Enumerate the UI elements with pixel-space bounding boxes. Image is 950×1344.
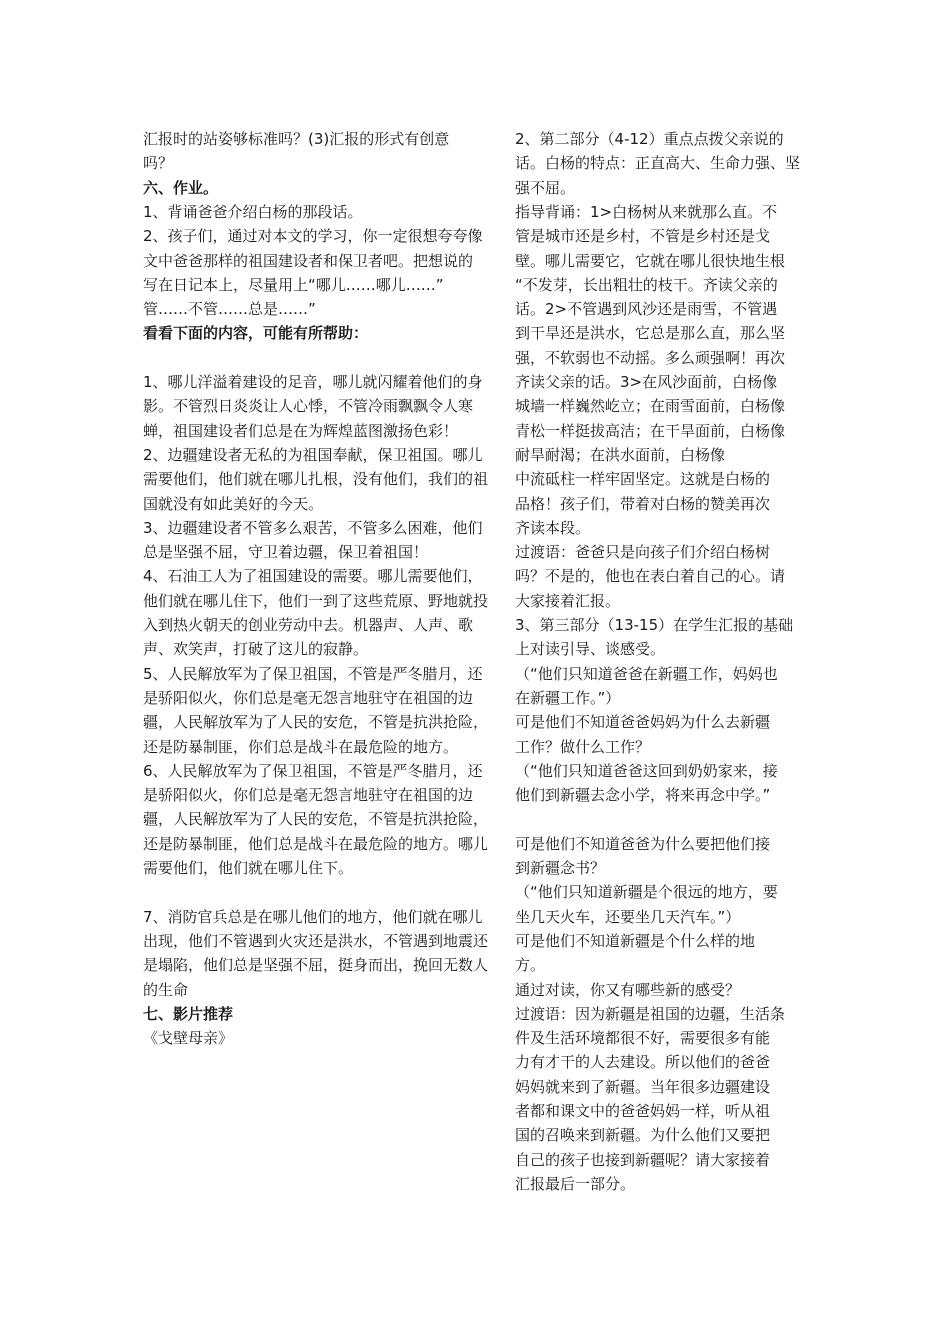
text-line: 1、哪儿洋溢着建设的足音，哪儿就闪耀着他们的身 bbox=[143, 373, 483, 391]
text-line: 青松一样挺拔高洁；在干旱面前，白杨像 bbox=[515, 421, 786, 440]
text-line: 过渡语：因为新疆是祖国的边疆，生活条 bbox=[515, 1004, 786, 1023]
text-line: 汇报时的站姿够标准吗？(3)汇报的形式有创意 bbox=[143, 130, 450, 148]
text-line: 吗？不是的，他也在表白着自己的心。请 bbox=[515, 567, 786, 586]
text-line: （“他们只知道爸爸这回到奶奶家来，接 bbox=[515, 761, 778, 780]
text-line: 写在日记本上，尽量用上“哪儿……哪儿……” bbox=[143, 275, 444, 294]
text-line: 4、石油工人为了祖国建设的需要。哪儿需要他们， bbox=[143, 567, 483, 586]
text-line: 到新疆念书？ bbox=[515, 859, 606, 877]
text-line: 妈妈就来到了新疆。当年很多边疆建设 bbox=[515, 1077, 771, 1096]
text-line: 3、边疆建设者不管多么艰苦，不管多么困难，他们 bbox=[143, 518, 483, 537]
text-line: 管……不管……总是……” bbox=[143, 300, 316, 319]
text-line: 蝉，祖国建设者们总是在为辉煌蓝图激扬色彩！ bbox=[143, 421, 459, 440]
text-line: 需要他们，他们就在哪儿扎根，没有他们，我们的祖 bbox=[143, 470, 489, 489]
text-line: 出现，他们不管遇到火灾还是洪水，不管遇到地震还 bbox=[143, 931, 489, 950]
text-line: 1、背诵爸爸介绍白杨的那段话。 bbox=[143, 202, 363, 221]
text-line: 吗？ bbox=[143, 154, 174, 173]
text-line: 强，不软弱也不动摇。多么顽强啊！再次 bbox=[515, 348, 786, 367]
text-line: 他们到新疆去念小学，将来再念中学。” bbox=[515, 786, 771, 805]
text-line: 中流砥柱一样牢固坚定。这就是白杨的 bbox=[515, 470, 771, 489]
text-line: 5、人民解放军为了保卫祖国，不管是严冬腊月，还 bbox=[143, 664, 483, 683]
text-line: 他们就在哪儿住下，他们一到了这些荒原、野地就投 bbox=[143, 591, 489, 610]
text-line: 汇报最后一部分。 bbox=[515, 1174, 636, 1193]
text-line: 可是他们不知道爸爸妈妈为什么去新疆 bbox=[515, 713, 771, 732]
text-line: 文中爸爸那样的祖国建设者和保卫者吧。把想说的 bbox=[143, 251, 474, 270]
text-line: 在新疆工作。”） bbox=[515, 688, 621, 707]
text-line: 是骄阳似火，你们总是毫无怨言地驻守在祖国的边 bbox=[143, 786, 474, 805]
text-line: 管是城市还是乡村，不管是乡村还是戈 bbox=[515, 227, 771, 246]
text-line: 可是他们不知道新疆是个什么样的地 bbox=[515, 931, 756, 950]
text-line: 2、边疆建设者无私的为祖国奉献，保卫祖国。哪儿 bbox=[143, 445, 483, 464]
text-line: 影。不管烈日炎炎让人心悸，不管冷雨飘飘令人寒 bbox=[143, 397, 474, 416]
text-line: 疆，人民解放军为了人民的安危，不管是抗洪抢险， bbox=[143, 713, 489, 732]
text-line: 的生命 bbox=[143, 980, 189, 999]
text-line: 到干旱还是洪水，它总是那么直，那么坚 bbox=[515, 324, 786, 343]
text-line: 可是他们不知道爸爸为什么要把他们接 bbox=[515, 834, 771, 853]
text-line: 品格！孩子们，带着对白杨的赞美再次 bbox=[515, 494, 771, 513]
text-line: 壁。哪儿需要它，它就在哪儿很快地生根 bbox=[515, 251, 786, 270]
text-line: 3、第三部分（13-15）在学生汇报的基础 bbox=[515, 616, 794, 634]
text-line: 者都和课文中的爸爸妈妈一样，听从祖 bbox=[515, 1102, 771, 1120]
text-line: 强不屈。 bbox=[515, 178, 576, 197]
text-line: 件及生活环境都很不好，需要很多有能 bbox=[515, 1029, 771, 1048]
text-line: 还是防暴制匪，你们总是战斗在最危险的地方。 bbox=[143, 737, 459, 756]
text-line: 还是防暴制匪，他们总是战斗在最危险的地方。哪儿 bbox=[143, 834, 489, 853]
text-line: 国就没有如此美好的今天。 bbox=[143, 494, 324, 513]
text-line: 过渡语：爸爸只是向孩子们介绍白杨树 bbox=[515, 543, 771, 562]
text-line: “不发芽，长出粗壮的枝干。齐读父亲的 bbox=[515, 275, 778, 294]
text-line: 是骄阳似火，你们总是毫无怨言地驻守在祖国的边 bbox=[143, 688, 474, 707]
text-line: 6、人民解放军为了保卫祖国，不管是严冬腊月，还 bbox=[143, 761, 483, 780]
text-line: （“他们只知道爸爸在新疆工作，妈妈也 bbox=[515, 664, 778, 683]
text-line: 需要他们，他们就在哪儿住下。 bbox=[143, 859, 354, 877]
text-line: 城墙一样巍然屹立；在雨雪面前，白杨像 bbox=[515, 397, 786, 416]
text-line: 2、第二部分（4-12）重点点拨父亲说的 bbox=[515, 130, 784, 148]
section-heading: 看看下面的内容，可能有所帮助： bbox=[143, 324, 369, 343]
text-line: 《戈壁母亲》 bbox=[143, 1029, 234, 1048]
text-line: 齐读本段。 bbox=[515, 518, 591, 537]
text-line: 2、孩子们，通过对本文的学习，你一定很想夸夸像 bbox=[143, 227, 483, 246]
text-line: 疆，人民解放军为了人民的安危，不管是抗洪抢险， bbox=[143, 810, 489, 829]
text-line: 工作？做什么工作？ bbox=[515, 737, 651, 756]
text-line: 方。 bbox=[515, 956, 546, 975]
section-heading: 六、作业。 bbox=[143, 178, 219, 197]
text-line: （“他们只知道新疆是个很远的地方，要 bbox=[515, 883, 778, 902]
text-line: 总是坚强不屈，守卫着边疆，保卫着祖国！ bbox=[143, 543, 429, 562]
text-line: 入到热火朝天的创业劳动中去。机器声、人声、歌 bbox=[143, 616, 474, 634]
text-line: 大家接着汇报。 bbox=[515, 591, 621, 610]
text-line: 话。2>不管遇到风沙还是雨雪，不管遇 bbox=[515, 300, 778, 319]
text-line: 话。白杨的特点：正直高大、生命力强、坚 bbox=[515, 154, 801, 173]
text-line: 坐几天火车，还要坐几天汽车。”） bbox=[515, 907, 741, 926]
text-line: 自己的孩子也接到新疆呢？请大家接着 bbox=[515, 1150, 771, 1169]
text-line: 耐旱耐渴；在洪水面前，白杨像 bbox=[515, 445, 726, 464]
text-line: 7、消防官兵总是在哪儿他们的地方，他们就在哪儿 bbox=[143, 907, 483, 926]
text-line: 声、欢笑声，打破了这儿的寂静。 bbox=[143, 640, 369, 659]
text-line: 力有才干的人去建设。所以他们的爸爸 bbox=[515, 1053, 771, 1072]
text-line: 是塌陷，他们总是坚强不屈，挺身而出，挽回无数人 bbox=[143, 956, 489, 975]
text-line: 通过对读，你又有哪些新的感受？ bbox=[515, 980, 741, 999]
text-line: 国的召唤来到新疆。为什么他们又要把 bbox=[515, 1126, 771, 1145]
text-line: 齐读父亲的话。3>在风沙面前，白杨像 bbox=[515, 373, 778, 391]
text-line: 上对读引导、谈感受。 bbox=[515, 640, 666, 659]
text-line: 指导背诵：1>白杨树从来就那么直。不 bbox=[515, 202, 778, 221]
section-heading: 七、影片推荐 bbox=[143, 1004, 234, 1023]
